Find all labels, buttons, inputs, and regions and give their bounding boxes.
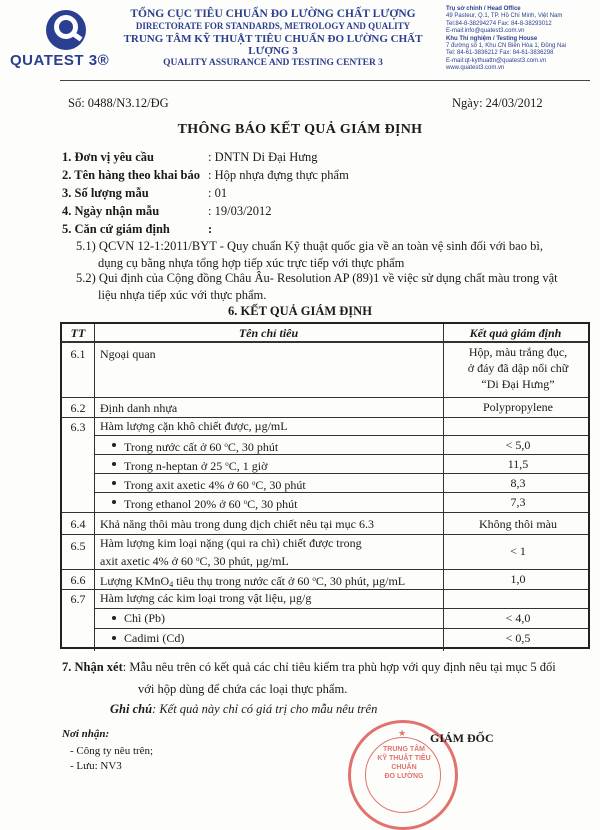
row-name-6-3-c [124,475,469,493]
row-result-6-7-a: < 4,0 [505,611,531,625]
row-divider [62,341,588,343]
degree: o [243,498,248,506]
row-name-6-3: Hàm lượng cặn khô chiết được, µg/mL [100,419,288,433]
field-label: 1. Đơn vị yêu cầu [62,150,154,164]
row-result-6-4: Không thôi màu [479,517,557,531]
field-label: 2. Tên hàng theo khai báo [62,168,201,182]
row-divider [62,512,588,513]
basis-item-2 [76,270,586,304]
result-line: ở đáy đã dập nổi chữ [467,361,569,375]
result-line: “Di Đại Hưng” [481,377,555,391]
contact-block [446,6,596,73]
recipients-label: Nơi nhận: [62,728,110,740]
basis-label-text: 5. Căn cứ giám định [62,222,170,236]
text: C, 30 phút, µg/mL [199,554,289,568]
conclusion [62,658,592,698]
org-line-2: DIRECTORATE FOR STANDARDS, METROLOGY AND QUALITY [135,21,411,31]
bullet-icon [112,500,116,504]
subrow-divider [94,608,588,609]
row-result-6-3-a: < 5,0 [505,438,531,452]
results-heading: 6. KẾT QUẢ GIÁM ĐỊNH [228,304,372,318]
row-divider [62,569,588,570]
text-line [100,551,445,569]
row-name-6-3-d [124,494,469,512]
row-name-6-3-a [124,437,469,455]
bullet-icon [112,462,116,466]
row-num-6-2: 6.2 [70,401,86,415]
row-result-6-7-b: < 0,5 [505,631,531,645]
row-name-6-2: Định danh nhựa [100,401,178,415]
degree: o [312,575,316,583]
field-label: 4. Ngày nhận mẫu [62,204,160,218]
org-line-4: QUALITY ASSURANCE AND TESTING CENTER 3 [163,58,383,68]
bullet-icon [112,481,116,485]
row-result-6-2: Polypropylene [483,400,553,414]
conclusion-label: 7. Nhận xét [62,660,123,674]
col-header-tt: TT [70,326,86,340]
contact-email-2: E-mail:qt-kythuattn@quatest3.com.vn [446,57,547,64]
field-goods-name [0,168,600,184]
contact-testing-house: Khu Thí nghiệm / Testing House [446,35,538,42]
star-icon: ★ [398,728,407,738]
conclusion-line-2: với hộp dùng để chứa các loại thực phẩm. [138,682,348,696]
text-line: Hàm lượng kim loại nặng (qui ra chì) chiết được trong [100,536,362,550]
text: Lượng KMnO [100,574,170,588]
contact-address-1: 49 Pasteur, Q.1, TP. Hồ Chí Minh, Việt Nam [446,13,563,20]
contact-address-2: 7 đường số 1, Khu CN Biên Hòa 1, Đồng Nai [446,43,567,50]
basis-item-2-line-2: liệu nhựa tiếp xúc với thực phẩm. [98,288,267,302]
document-number: Số: 0488/N3.12/ĐG [68,96,169,110]
basis-item-1-line-2: dụng cụ bằng nhựa tổng hợp tiếp xúc trực tiếp với thực phẩm [98,256,405,270]
row-result-6-3-d: 7,3 [510,495,526,509]
org-line-3: TRUNG TÂM KỸ THUẬT TIÊU CHUẨN ĐO LƯỜNG CHẤT LƯỢNG 3 [123,33,423,57]
basis-label [62,222,213,237]
conclusion-line-1 [62,658,592,676]
text: tiêu thụ trong nước cất ở 60 [173,574,313,588]
field-sample-count [0,186,600,202]
row-result-6-6: 1,0 [510,572,526,586]
text: axit axetic 4% ở 60 [100,554,196,568]
contact-tel-2: Tel: 84-61-3836212 Fax: 84-61-3836298 [446,50,554,57]
row-num-6-7: 6.7 [70,592,86,606]
row-num-6-3: 6.3 [70,420,86,434]
row-name-6-7-a: Chì (Pb) [124,611,166,625]
row-name-6-1: Ngoại quan [100,347,156,361]
text: C, 1 giờ [228,459,268,473]
field-value: : 01 [208,186,228,200]
bullet-icon [112,443,116,447]
text: C, 30 phút [227,440,279,454]
row-num-6-6: 6.6 [70,573,86,587]
row-name-6-3-b [124,456,469,474]
results-table [60,322,590,649]
field-value: : DNTN Di Đại Hưng [208,150,318,164]
recipient-item: - Lưu: NV3 [70,760,122,772]
basis-item-2-line-1: 5.2) Qui định của Cộng đồng Châu Âu- Resolution AP (89)1 về việc sử dụng chất màu trong vật [76,271,558,285]
field-receipt-date [0,204,600,220]
row-result-6-1 [448,344,588,392]
note-label: Ghi chú [110,702,153,716]
row-result-6-3-c: 8,3 [510,476,526,490]
note [110,702,377,717]
text: Trong n-heptan ở 25 [124,459,226,473]
contact-email-1: E-mail:info@quatest3.com.vn [446,28,525,35]
degree: o [195,555,200,563]
subscript: 4 [169,580,174,589]
organization-header [108,8,438,68]
logo-text: QUATEST 3® [10,52,110,69]
header-divider [60,80,590,81]
contact-tel-1: Tel:84-8-38294274 Fax: 84-8-38293012 [446,20,552,27]
subrow-divider [94,435,588,436]
org-line-1: TỔNG CỤC TIÊU CHUẨN ĐO LƯỜNG CHẤT LƯỢNG [130,8,416,20]
text: C, 30 phút [255,478,306,492]
result-line: Hộp, màu trắng đục, [468,345,568,359]
conclusion-text: : Mẫu nêu trên có kết quả các chỉ tiêu kiểm tra phù hợp với quy định nêu tại mục 5 đối [122,660,556,674]
text: Trong nước cất ở 60 [124,440,225,454]
row-result-6-3-b: 11,5 [507,457,529,471]
col-header-name: Tên chỉ tiêu [238,326,299,340]
contact-website: www.quatest3.com.vn [446,65,505,72]
recipient-item: - Công ty nêu trên; [70,745,154,757]
stamp-line: KỸ THUẬT TIÊU CHUẨN [377,755,431,771]
degree: o [251,479,256,487]
degree: o [224,441,228,449]
field-value: : 19/03/2012 [208,204,272,218]
document-date: Ngày: 24/03/2012 [452,96,543,110]
subrow-divider [94,628,588,629]
text: C, 30 phút, µg/mL [315,574,406,588]
quatest3-logo [10,8,110,78]
basis-colon: : [208,222,213,236]
document-title: THÔNG BÁO KẾT QUẢ GIÁM ĐỊNH [177,122,423,137]
field-value: : Hộp nhựa đựng thực phẩm [208,168,349,182]
row-num-6-5: 6.5 [70,539,86,553]
bullet-icon [112,616,116,620]
text: C, 30 phút [247,497,298,511]
note-text: : Kết quả này chỉ có giá trị cho mẫu nêu trên [152,702,378,716]
row-result-6-5: < 1 [510,544,526,558]
col-header-result: Kết quả giám định [469,326,562,340]
row-num-6-1: 6.1 [70,347,86,361]
stamp-line: TRUNG TÂM [383,746,425,753]
row-name-6-4: Khả năng thôi màu trong dung dịch chiết nêu tại mục 6.3 [100,517,374,531]
basis-item-1-line-1: 5.1) QCVN 12-1:2011/BYT - Quy chuẩn Kỹ thuật quốc gia về an toàn vệ sinh đối với bao bì, [76,239,543,253]
field-label: 3. Số lượng mẫu [62,186,149,200]
bullet-icon [112,636,116,640]
row-name-6-7: Hàm lượng các kim loại trong vật liệu, µg/g [100,591,312,605]
signature-title: GIÁM ĐỐC [430,731,494,745]
row-name-6-7-b: Cadimi (Cd) [124,631,185,645]
row-divider [62,397,588,398]
degree: o [225,460,229,468]
row-num-6-4: 6.4 [70,517,86,531]
stamp-line: ĐO LƯỜNG [384,773,424,780]
stamp-text [369,745,439,781]
contact-head-office: Trụ sở chính / Head Office [446,6,521,12]
row-name-6-5 [100,535,445,569]
basis-item-1 [76,238,586,272]
text: Trong ethanol 20% ở 60 [124,497,244,511]
col-divider [94,324,95,651]
field-requester [0,150,600,166]
text: Trong axit axetic 4% ở 60 [124,478,252,492]
